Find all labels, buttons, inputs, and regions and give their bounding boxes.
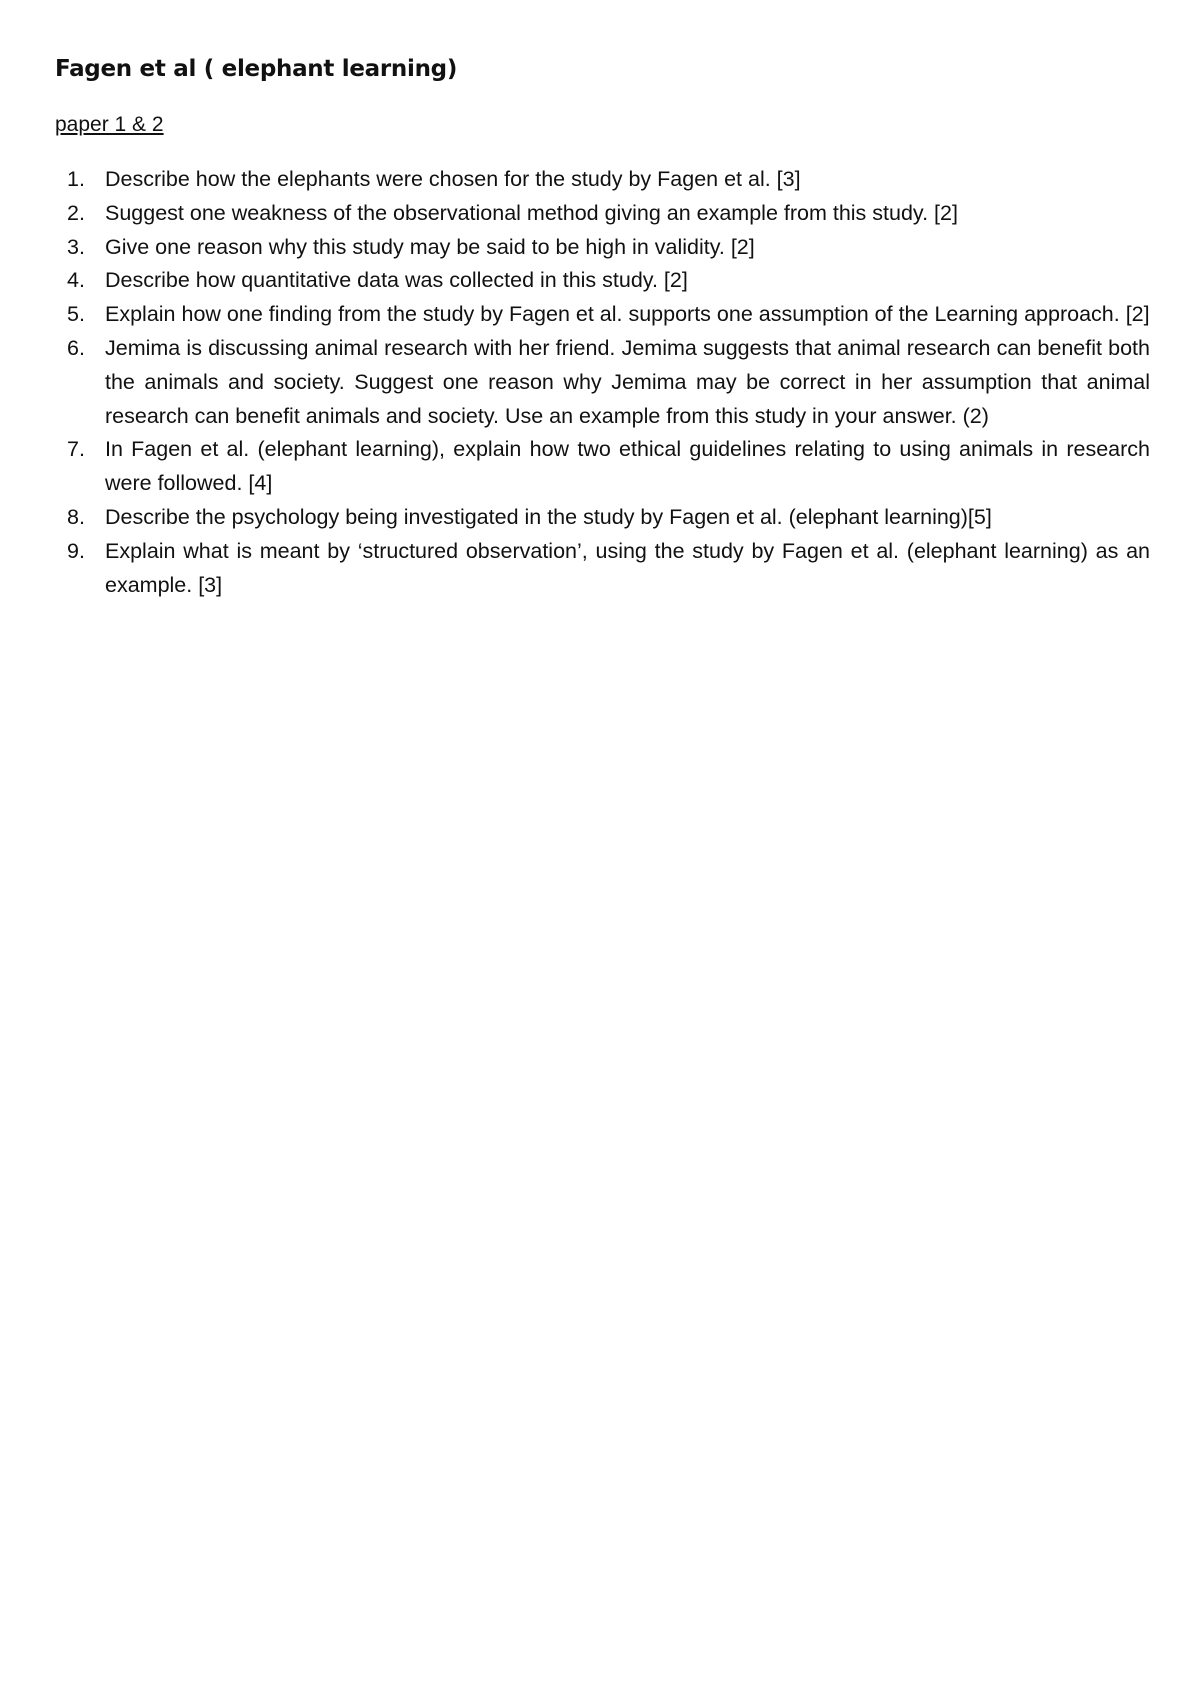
question-number: 3. — [67, 234, 85, 259]
list-item — [55, 197, 1150, 231]
question-number: 4. — [67, 268, 85, 293]
document-title: Fagen et al ( elephant learning) — [55, 56, 458, 82]
question-text: Explain what is meant by ‘structured observation’, using the study by Fagen et al. (elephant learning) as an example. [3] — [105, 538, 1150, 597]
question-text: Suggest one weakness of the observational method giving an example from this study. [2] — [105, 200, 958, 225]
list-item — [55, 501, 1150, 535]
question-text: Describe the psychology being investigated in the study by Fagen et al. (elephant learning)[5] — [105, 504, 992, 529]
question-text: In Fagen et al. (elephant learning), explain how two ethical guidelines relating to using animals in research were followed. [4] — [105, 437, 1150, 496]
list-item — [55, 264, 1150, 298]
question-number: 9. — [67, 538, 85, 563]
question-number: 6. — [67, 335, 85, 360]
list-item — [55, 433, 1150, 501]
question-number: 8. — [67, 504, 85, 529]
list-item — [55, 332, 1150, 433]
list-item — [55, 231, 1150, 265]
list-item — [55, 298, 1150, 332]
question-list — [55, 163, 1150, 602]
list-item — [55, 163, 1150, 197]
question-text: Describe how the elephants were chosen for the study by Fagen et al. [3] — [105, 167, 801, 191]
question-text: Explain how one finding from the study by Fagen et al. supports one assumption of the Learning approach. [2] — [105, 302, 1150, 327]
question-text: Describe how quantitative data was collected in this study. [2] — [105, 268, 688, 293]
question-number: 5. — [67, 302, 85, 327]
question-number: 1. — [67, 167, 85, 191]
question-number: 7. — [67, 437, 85, 462]
list-item — [55, 535, 1150, 603]
question-text: Give one reason why this study may be said to be high in validity. [2] — [105, 234, 755, 259]
question-text: Jemima is discussing animal research with her friend. Jemima suggests that animal research can benefit both the animals and society. Suggest one reason why Jemima may be correct in her assumption that animal research can benefit animals and society. Use an example from this study in your answer. (2) — [105, 335, 1150, 428]
document-subtitle: paper 1 & 2 — [55, 113, 164, 136]
question-number: 2. — [67, 200, 85, 225]
